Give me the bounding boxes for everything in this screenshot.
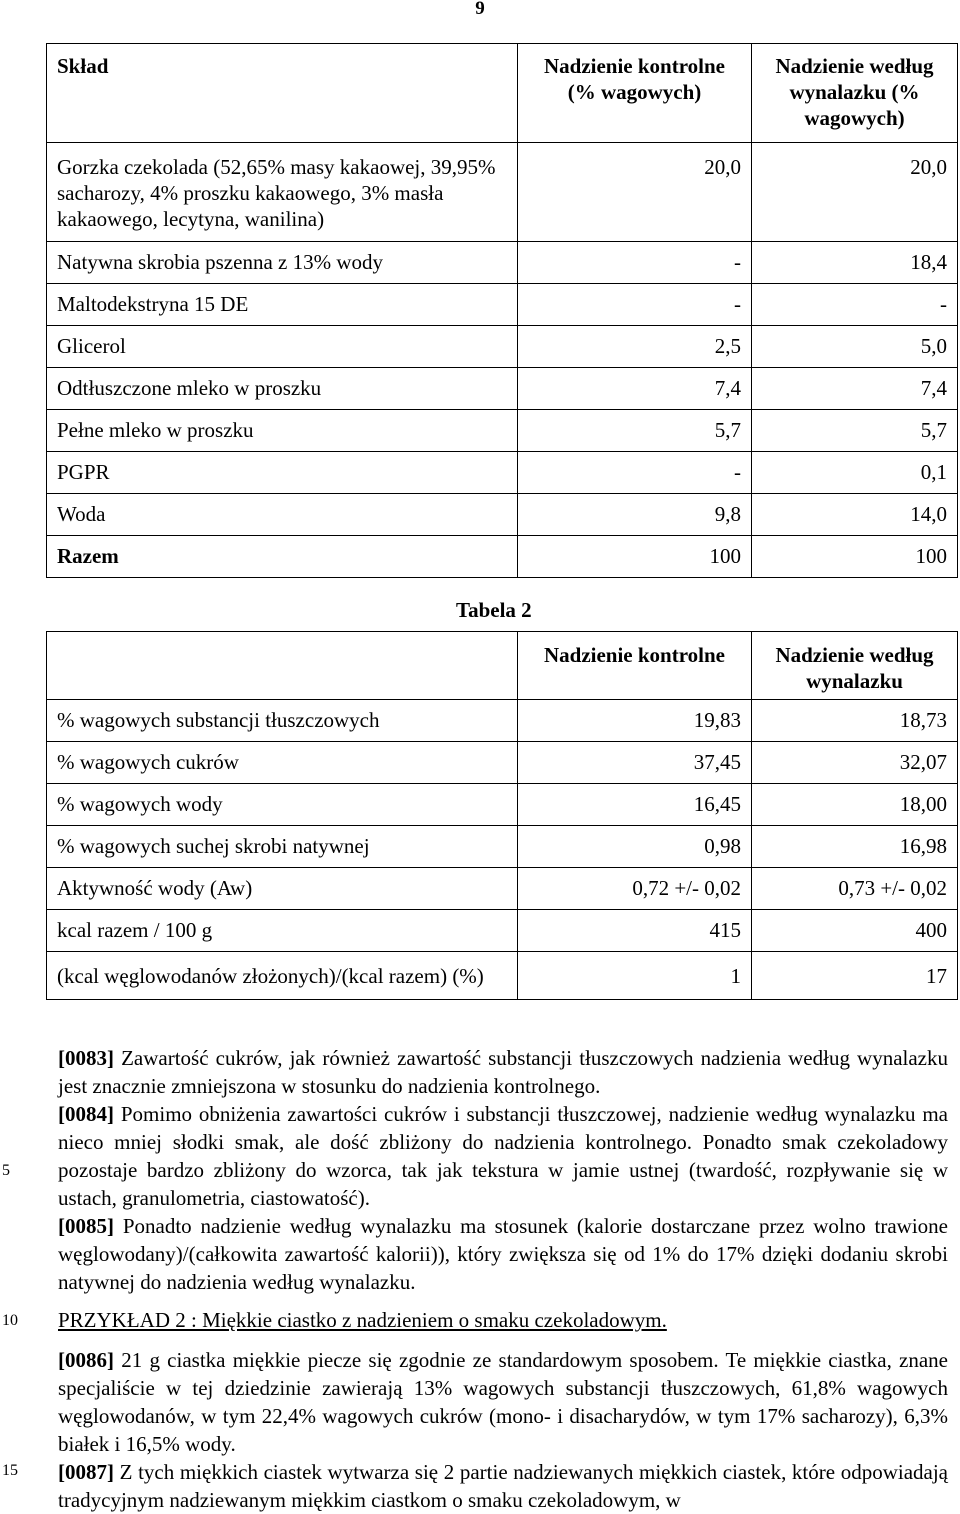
paragraph-text: Z tych miękkich ciastek wytwarza się 2 partie nadziewanych miękkich ciastek, które odpowiadają tradycyjnym nadziewanym miękkim ciastkom o smaku czekoladowym, w — [58, 1460, 948, 1512]
control-value: 9,8 — [518, 494, 752, 536]
table-row — [47, 784, 958, 826]
header-invention: Nadzienie według wynalazku — [752, 632, 958, 700]
control-value: 20,0 — [518, 143, 752, 242]
table-row — [47, 952, 958, 1000]
paragraph-text: Zawartość cukrów, jak również zawartość substancji tłuszczowych nadzienia według wynalazku jest znacznie zmniejszona w stosunku do nadzienia kontrolnego. — [58, 1046, 948, 1098]
table-caption: Tabela 2 — [456, 598, 532, 622]
line-number: 15 — [2, 1462, 18, 1479]
paragraph-id: [0084] — [58, 1102, 114, 1126]
composition-table — [46, 43, 958, 578]
control-value: 0,98 — [518, 826, 752, 868]
table-row — [47, 494, 958, 536]
paragraph-0085 — [58, 1212, 948, 1296]
header-empty — [47, 632, 518, 700]
example-heading — [58, 1306, 948, 1334]
table-header-row — [47, 632, 958, 700]
invention-value: 7,4 — [752, 368, 958, 410]
table-row — [47, 368, 958, 410]
table-row — [47, 242, 958, 284]
control-value: 37,45 — [518, 742, 752, 784]
parameter-name: % wagowych substancji tłuszczowych — [47, 700, 518, 742]
example-heading-text: PRZYKŁAD 2 : Miękkie ciastko z nadzieniem o smaku czekoladowym. — [58, 1308, 667, 1332]
ingredient-name: Pełne mleko w proszku — [47, 410, 518, 452]
parameter-name: % wagowych cukrów — [47, 742, 518, 784]
ingredient-name: Maltodekstryna 15 DE — [47, 284, 518, 326]
invention-value: 0,1 — [752, 452, 958, 494]
table-row — [47, 143, 958, 242]
paragraph-text: Pomimo obniżenia zawartości cukrów i substancji tłuszczowej, nadzienie według wynalazku ma nieco mniej słodki smak, ale dość zbliżony do nadzienia kontrolnego. Ponadto smak czekoladowy pozostaje bardzo zbliżony do wzorca, tak jak tekstura w jamie ustnej (twardość, rozpływanie się w ustach, granulometria, ciastowatość). — [58, 1102, 949, 1210]
table-row — [47, 326, 958, 368]
table-row — [47, 700, 958, 742]
table-row — [47, 452, 958, 494]
ingredient-name: PGPR — [47, 452, 518, 494]
ingredient-name: Gorzka czekolada (52,65% masy kakaowej, 39,95% sacharozy, 4% proszku kakaowego, 3% masła kakaowego, lecytyna, wanilina) — [47, 143, 518, 242]
line-number: 5 — [2, 1162, 10, 1179]
invention-value: - — [752, 284, 958, 326]
invention-value: 5,0 — [752, 326, 958, 368]
control-value: 19,83 — [518, 700, 752, 742]
header-composition: Skład — [47, 44, 518, 143]
control-value: 16,45 — [518, 784, 752, 826]
paragraph-text: 21 g ciastka miękkie piecze się zgodnie ze standardowym sposobem. Te miękkie ciastka, znane specjaliście w tej dziedzinie zawierają 13% wagowych substancji tłuszczowych, 61,8% wagowych węglowodanów, w tym 22,4% wagowych cukrów (mono- i disacharydów, w tym 17% sacharozy), 6,3% białek i 16,5% wody. — [58, 1348, 949, 1456]
invention-value: 5,7 — [752, 410, 958, 452]
control-value: - — [518, 242, 752, 284]
nutrition-table — [46, 631, 958, 1000]
paragraph-id: [0085] — [58, 1214, 114, 1238]
paragraph-id: [0087] — [58, 1460, 114, 1484]
header-control: Nadzienie kontrolne — [518, 632, 752, 700]
invention-value: 18,00 — [752, 784, 958, 826]
parameter-name: Aktywność wody (Aw) — [47, 868, 518, 910]
parameter-name: % wagowych wody — [47, 784, 518, 826]
table-row — [47, 868, 958, 910]
control-value: 415 — [518, 910, 752, 952]
invention-value: 14,0 — [752, 494, 958, 536]
total-label: Razem — [47, 536, 518, 578]
parameter-name: % wagowych suchej skrobi natywnej — [47, 826, 518, 868]
ingredient-name: Natywna skrobia pszenna z 13% wody — [47, 242, 518, 284]
parameter-name: kcal razem / 100 g — [47, 910, 518, 952]
paragraph-id: [0083] — [58, 1046, 114, 1070]
parameter-name: (kcal węglowodanów złożonych)/(kcal razem) (%) — [47, 952, 518, 1000]
control-value: 7,4 — [518, 368, 752, 410]
ingredient-name: Woda — [47, 494, 518, 536]
ingredient-name: Glicerol — [47, 326, 518, 368]
control-value: - — [518, 452, 752, 494]
invention-value: 0,73 +/- 0,02 — [752, 868, 958, 910]
table-row — [47, 410, 958, 452]
paragraph-0087 — [58, 1458, 948, 1514]
paragraph-0083 — [58, 1044, 948, 1100]
table-row — [47, 742, 958, 784]
paragraph-id: [0086] — [58, 1348, 114, 1372]
control-value: 0,72 +/- 0,02 — [518, 868, 752, 910]
table-total-row — [47, 536, 958, 578]
page-number: 9 — [475, 0, 485, 19]
line-number: 10 — [2, 1312, 18, 1329]
control-value: - — [518, 284, 752, 326]
control-value: 5,7 — [518, 410, 752, 452]
control-value: 1 — [518, 952, 752, 1000]
invention-value: 18,73 — [752, 700, 958, 742]
invention-value: 32,07 — [752, 742, 958, 784]
control-value: 2,5 — [518, 326, 752, 368]
invention-value: 20,0 — [752, 143, 958, 242]
invention-value: 16,98 — [752, 826, 958, 868]
paragraph-0086 — [58, 1346, 948, 1458]
header-control: Nadzienie kontrolne (% wagowych) — [518, 44, 752, 143]
paragraph-text: Ponadto nadzienie według wynalazku ma stosunek (kalorie dostarczane przez wolno trawione węglowodany)/(całkowita zawartość kalorii)), który zwiększa się od 1% do 17% dzięki dodaniu skrobi natywnej do nadzienia według wynalazku. — [58, 1214, 948, 1294]
table-row — [47, 284, 958, 326]
control-total: 100 — [518, 536, 752, 578]
paragraph-0084 — [58, 1100, 948, 1212]
ingredient-name: Odtłuszczone mleko w proszku — [47, 368, 518, 410]
table-row — [47, 910, 958, 952]
invention-value: 400 — [752, 910, 958, 952]
invention-total: 100 — [752, 536, 958, 578]
header-invention: Nadzienie według wynalazku (% wagowych) — [752, 44, 958, 143]
invention-value: 18,4 — [752, 242, 958, 284]
invention-value: 17 — [752, 952, 958, 1000]
table-row — [47, 826, 958, 868]
table-header-row — [47, 44, 958, 143]
